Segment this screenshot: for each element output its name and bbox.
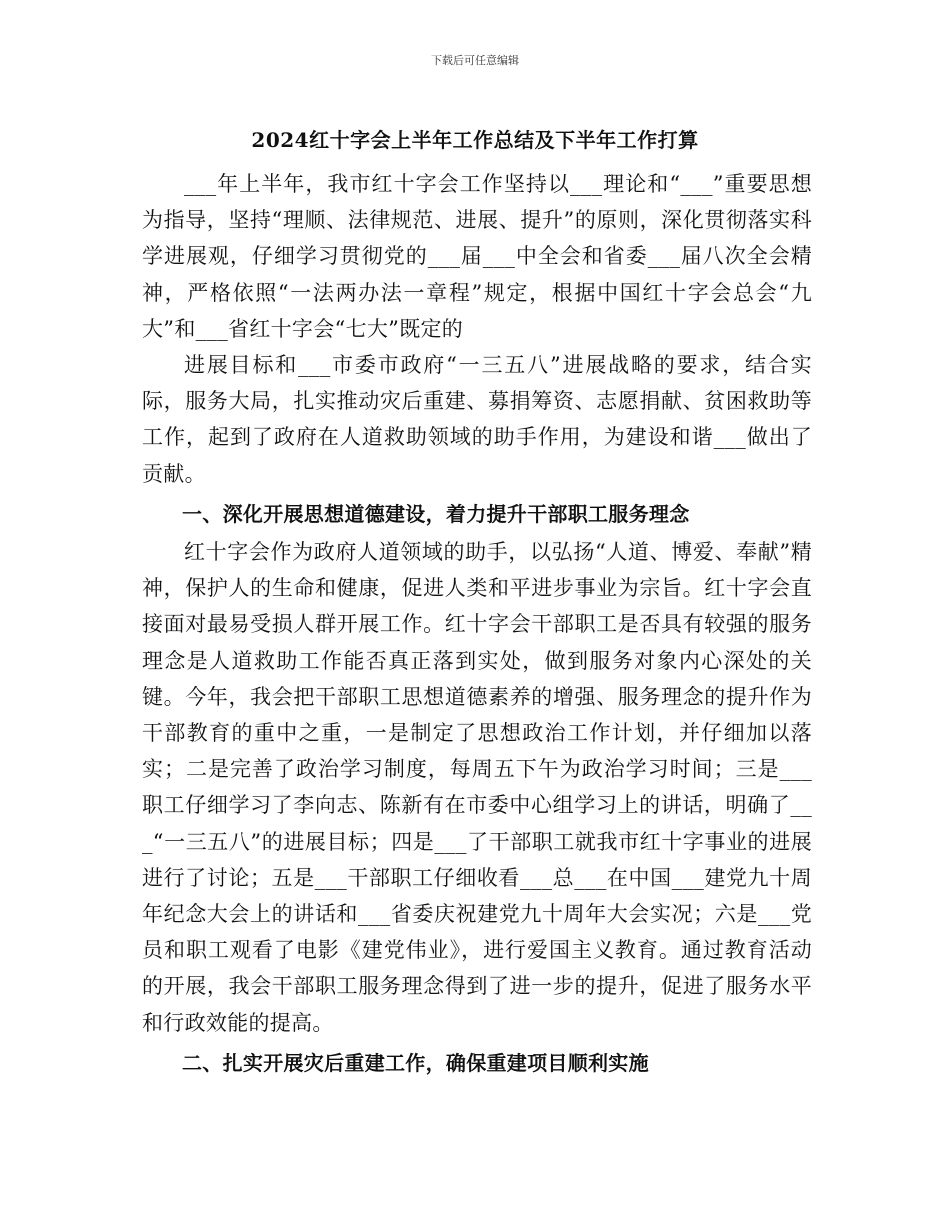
section-heading-2: 二、扎实开展灾后重建工作，确保重建项目顺利实施 bbox=[182, 1050, 649, 1075]
document-body bbox=[142, 166, 812, 1083]
intro-paragraph-2: 进展目标和___市委市政府“一三五八”进展战略的要求，结合实际，服务大局，扎实推动灾后重建、募捐筹资、志愿捐献、贫困救助等工作，起到了政府在人道救助领域的助手作用，为建设和谐___做出了贡献。 bbox=[142, 353, 812, 486]
section-heading-1: 一、深化开展思想道德建设，着力提升干部职工服务理念 bbox=[182, 501, 690, 526]
document-title: 2024红十字会上半年工作总结及下半年工作打算 bbox=[251, 128, 699, 152]
section-1-paragraph: 红十字会作为政府人道领域的助手，以弘扬“人道、博爱、奉献”精神，保护人的生命和健康，促进人类和平进步事业为宗旨。红十字会直接面对最易受损人群开展工作。红十字会干部职工是否具有较强的服务理念是人道救助工作能否真正落到实处，做到服务对象内心深处的关键。今年，我会把干部职工思想道德素养的增强、服务理念的提升作为干部教育的重中之重，一是制定了思想政治工作计划，并仔细加以落实；二是完善了政治学习制度，每周五下午为政治学习时间；三是___职工仔细学习了李向志、陈新有在市委中心组学习上的讲话，明确了___“一三五八”的进展目标；四是___了干部职工就我市红十字事业的进展进行了讨论；五是___干部职工仔细收看___总___在中国___建党九十周年纪念大会上的讲话和___省委庆祝建党九十周年大会实况；六是___党员和职工观看了电影《建党伟业》，进行爱国主义教育。通过教育活动的开展，我会干部职工服务理念得到了进一步的提升，促进了服务水平和行政效能的提高。 bbox=[142, 540, 812, 1035]
header-note: 下载后可任意编辑 bbox=[431, 54, 519, 67]
intro-paragraph-1: ___年上半年，我市红十字会工作坚持以___理论和“___”重要思想为指导，坚持“理顺、法律规范、进展、提升”的原则，深化贯彻落实科学进展观，仔细学习贯彻党的___届___中全会和省委___届八次全会精神，严格依照“一法两办法一章程”规定，根据中国红十字会总会“九大”和___省红十字会“七大”既定的 bbox=[142, 172, 812, 341]
